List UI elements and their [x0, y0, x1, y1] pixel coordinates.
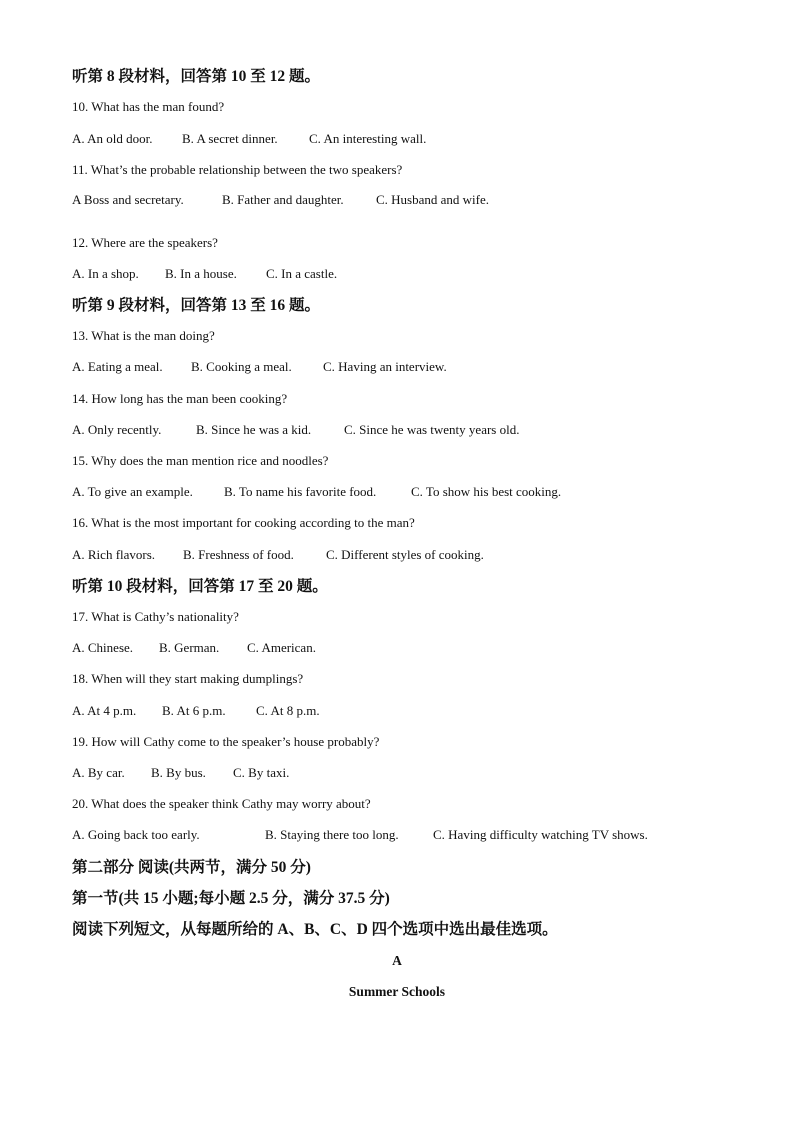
question-17: 17. What is Cathy’s nationality?: [72, 609, 239, 624]
option-c: C. Different styles of cooking.: [326, 547, 484, 562]
question-10: 10. What has the man found?: [72, 99, 225, 114]
part-2-heading: 第二部分 阅读(共两节，满分 50 分): [72, 859, 311, 876]
question-15: 15. Why does the man mention rice and noodles?: [72, 453, 329, 468]
question-20-options: [72, 827, 648, 843]
question-18: 18. When will they start making dumplings?: [72, 671, 304, 686]
section-10-heading: 听第 10 段材料，回答第 17 至 20 题。: [72, 578, 328, 595]
option-b: B. Staying there too long.: [265, 827, 399, 842]
question-17-options: [72, 640, 316, 656]
option-a: A. Going back too early.: [72, 827, 200, 842]
question-20: 20. What does the speaker think Cathy may worry about?: [72, 796, 371, 811]
option-c: C. American.: [247, 640, 316, 655]
question-10-options: [72, 131, 426, 147]
option-c: C. By taxi.: [233, 765, 290, 780]
option-b: B. At 6 p.m.: [162, 703, 226, 718]
option-b: B. German.: [159, 640, 220, 655]
option-c: C. Having difficulty watching TV shows.: [433, 827, 648, 842]
section-9-heading: 听第 9 段材料，回答第 13 至 16 题。: [72, 297, 321, 314]
option-c: C. In a castle.: [266, 266, 338, 281]
question-16: 16. What is the most important for cooking according to the man?: [72, 515, 415, 530]
option-c: C. An interesting wall.: [309, 131, 427, 146]
option-b: B. In a house.: [165, 266, 237, 281]
section-8-heading: 听第 8 段材料，回答第 10 至 12 题。: [72, 68, 321, 85]
question-14: 14. How long has the man been cooking?: [72, 391, 288, 406]
question-19-options: [72, 765, 289, 781]
option-c: C. At 8 p.m.: [256, 703, 320, 718]
question-13-options: [72, 359, 447, 375]
question-12-options: [72, 266, 337, 282]
option-b: B. Freshness of food.: [183, 547, 294, 562]
question-11-options: [72, 192, 489, 208]
option-a: A. At 4 p.m.: [72, 703, 137, 718]
question-14-options: [72, 422, 519, 438]
option-a: A. Chinese.: [72, 640, 134, 655]
option-a: A. Only recently.: [72, 422, 162, 437]
option-a: A. To give an example.: [72, 484, 193, 499]
option-b: B. A secret dinner.: [182, 131, 278, 146]
option-a: A. Rich flavors.: [72, 547, 156, 562]
option-a: A. An old door.: [72, 131, 153, 146]
option-b: B. By bus.: [151, 765, 206, 780]
question-12: 12. Where are the speakers?: [72, 235, 218, 250]
question-15-options: [72, 484, 561, 500]
option-a: A. Eating a meal.: [72, 359, 163, 374]
option-a: A. In a shop.: [72, 266, 139, 281]
question-18-options: [72, 703, 320, 719]
option-b: B. To name his favorite food.: [224, 484, 377, 499]
question-13: 13. What is the man doing?: [72, 328, 215, 343]
option-a: A Boss and secretary.: [72, 192, 184, 207]
option-b: B. Father and daughter.: [222, 192, 344, 207]
question-16-options: [72, 547, 484, 563]
option-c: C. Having an interview.: [323, 359, 447, 374]
question-11: 11. What’s the probable relationship between the two speakers?: [72, 162, 403, 177]
question-19: 19. How will Cathy come to the speaker’s house probably?: [72, 734, 380, 749]
reading-instruction: 阅读下列短文，从每题所给的 A、B、C、D 四个选项中选出最佳选项。: [72, 921, 558, 938]
passage-letter: A: [392, 953, 402, 968]
passage-title: Summer Schools: [348, 984, 446, 999]
option-c: C. Husband and wife.: [376, 192, 490, 207]
part-2-section-1-heading: 第一节(共 15 小题;每小题 2.5 分，满分 37.5 分): [72, 890, 390, 907]
option-b: B. Cooking a meal.: [191, 359, 292, 374]
option-c: C. Since he was twenty years old.: [344, 422, 520, 437]
option-c: C. To show his best cooking.: [411, 484, 562, 499]
option-a: A. By car.: [72, 765, 125, 780]
option-b: B. Since he was a kid.: [196, 422, 312, 437]
